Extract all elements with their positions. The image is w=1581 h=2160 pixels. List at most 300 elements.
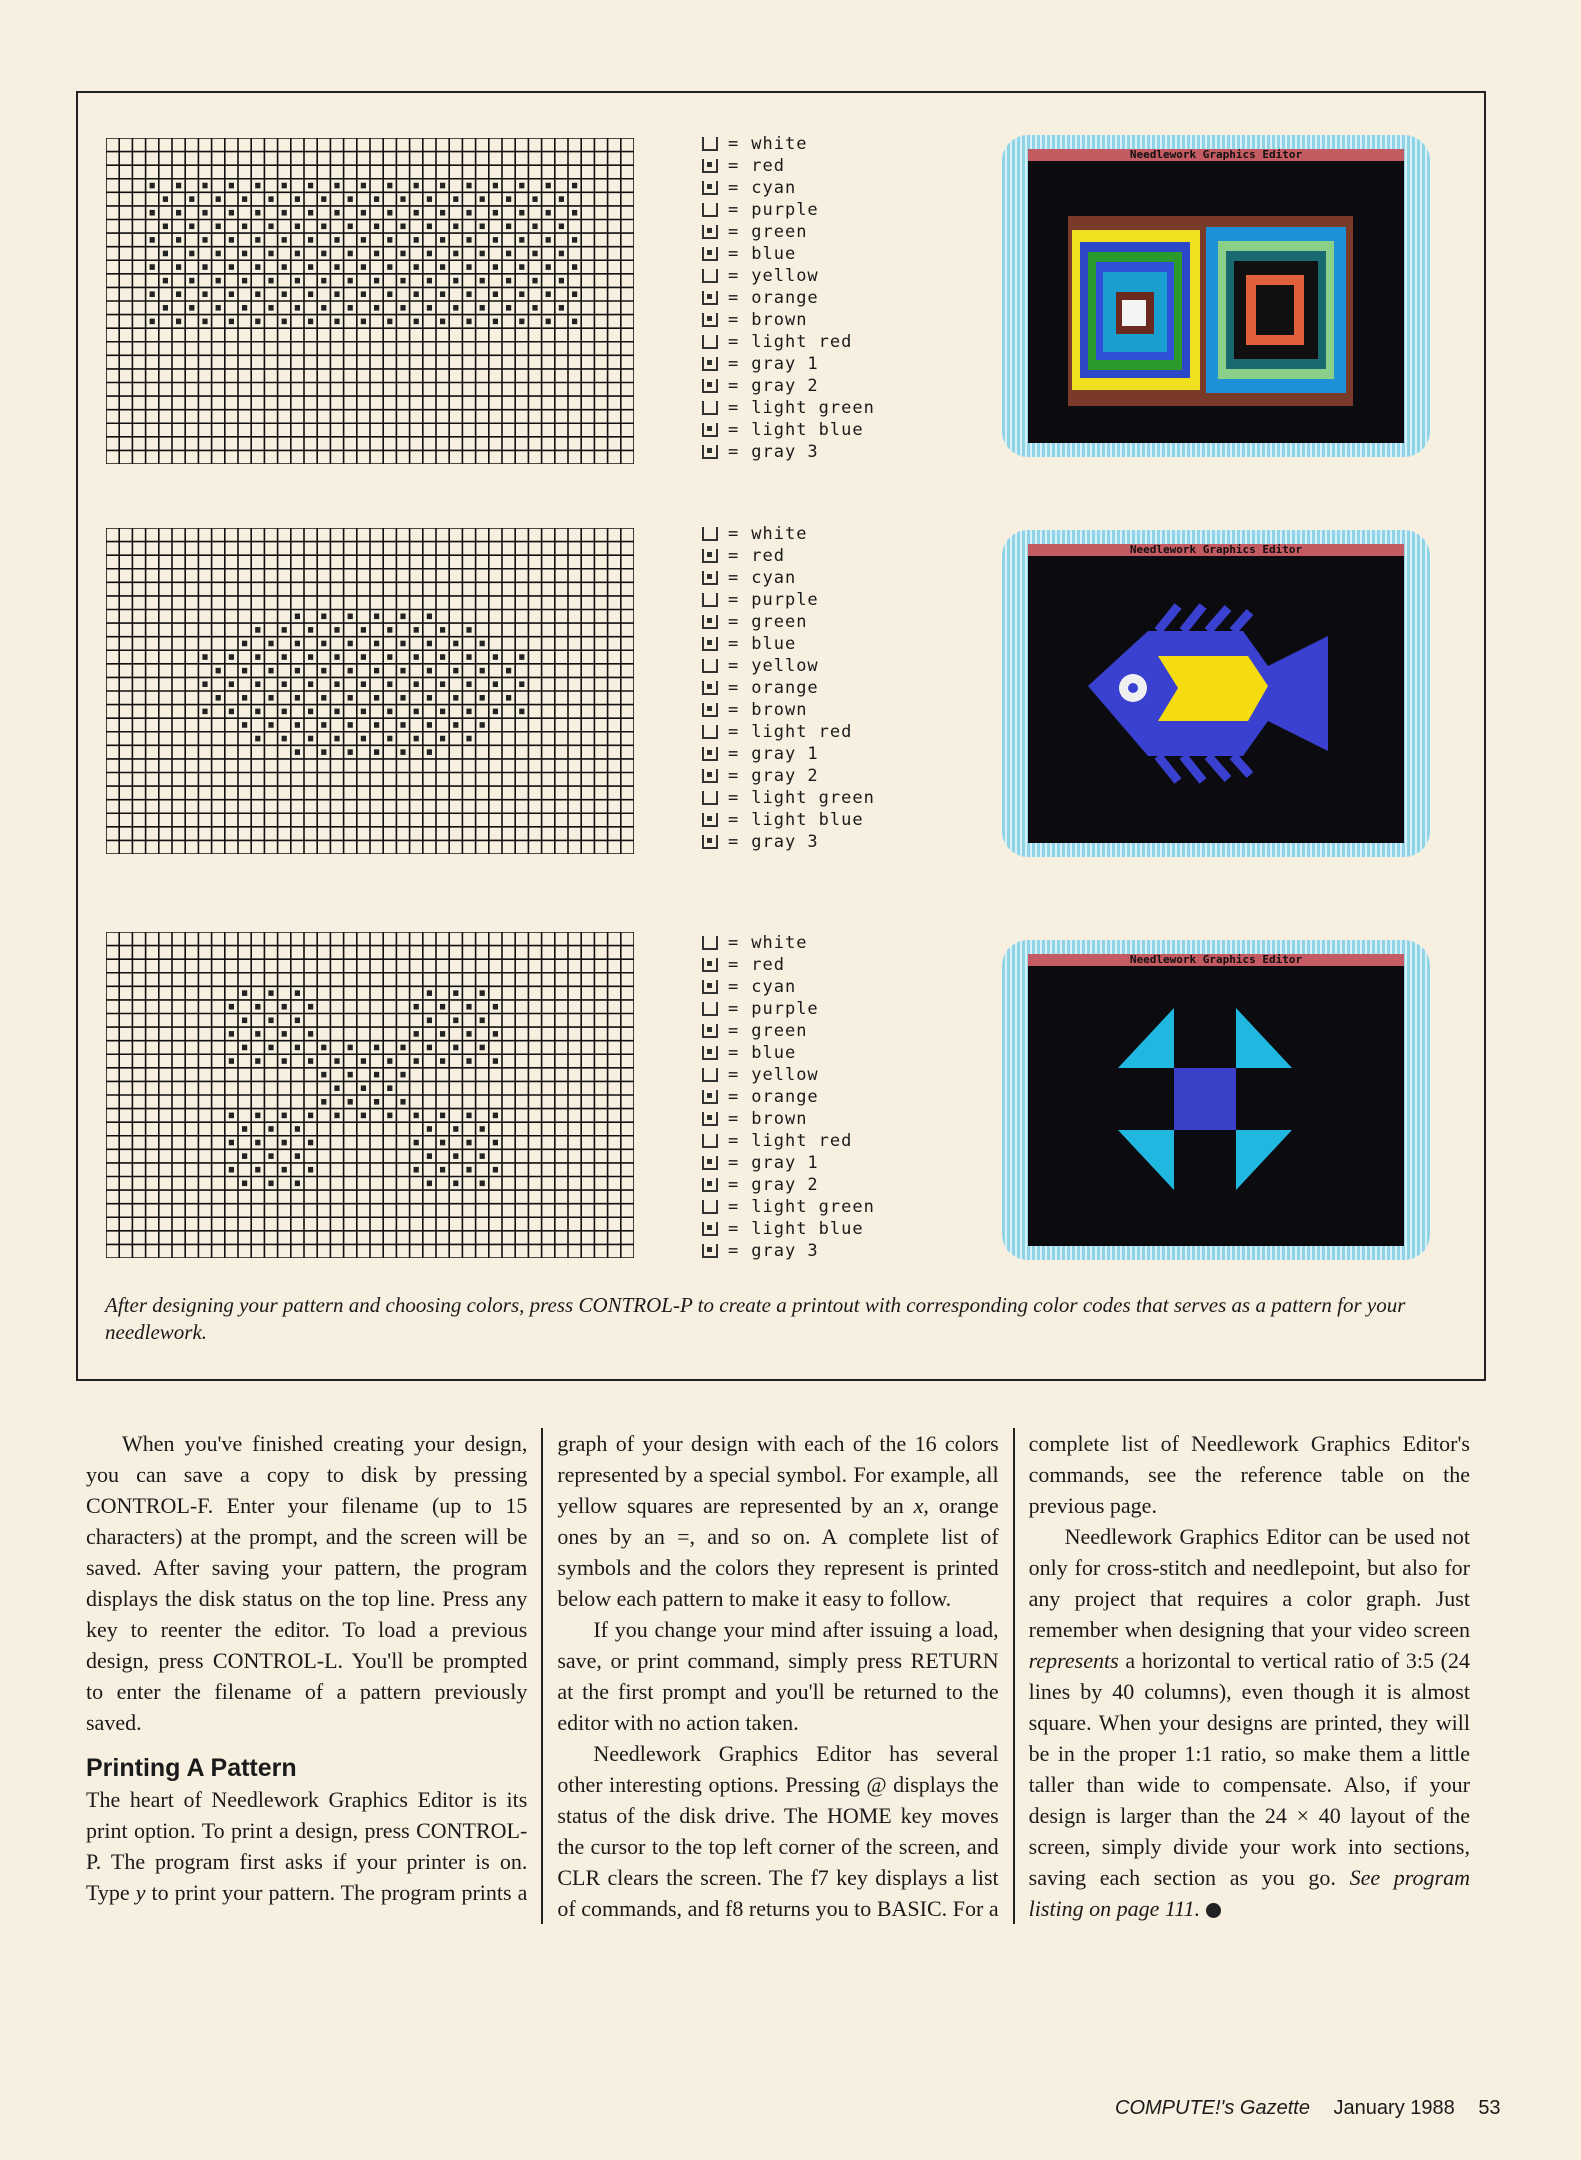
color-code-mark	[295, 305, 300, 311]
color-code-mark	[361, 264, 366, 270]
color-code-mark	[493, 237, 498, 243]
color-code-mark	[453, 1153, 458, 1159]
color-code-mark	[466, 1113, 471, 1119]
color-code-mark	[466, 736, 471, 742]
legend-entry	[702, 611, 875, 633]
color-code-mark	[414, 264, 419, 270]
color-code-mark	[400, 614, 405, 620]
screen-title-bar: Needlework Graphics Editor	[1028, 954, 1404, 966]
legend-color-name: blue	[751, 244, 797, 264]
color-code-mark	[282, 210, 287, 216]
color-code-mark	[414, 1113, 419, 1119]
triple-bar-symbol-icon	[702, 313, 718, 327]
color-code-mark	[348, 196, 353, 202]
color-code-mark	[308, 319, 313, 325]
color-code-mark	[334, 736, 339, 742]
legend-color-name: cyan	[751, 977, 797, 997]
end-of-article-icon	[1206, 1903, 1221, 1918]
color-code-mark	[440, 183, 445, 189]
legend-entry	[702, 1196, 875, 1218]
color-code-mark	[400, 1045, 405, 1051]
color-code-mark	[295, 196, 300, 202]
color-code-mark	[321, 668, 326, 674]
color-code-mark	[414, 627, 419, 633]
equals-sign: =	[728, 590, 740, 610]
color-code-mark	[427, 695, 432, 701]
color-code-mark	[506, 668, 511, 674]
dot-symbol-icon	[702, 247, 718, 261]
color-code-mark	[453, 278, 458, 284]
legend-color-name: light green	[751, 1197, 875, 1217]
color-code-mark	[414, 183, 419, 189]
color-code-mark	[216, 668, 221, 674]
color-code-mark	[308, 291, 313, 297]
y-symbol-icon	[702, 725, 718, 739]
color-code-mark	[453, 668, 458, 674]
color-code-mark	[387, 183, 392, 189]
color-code-mark	[334, 183, 339, 189]
equals-sign: =	[728, 1153, 740, 1173]
color-code-mark	[282, 183, 287, 189]
legend-entry	[702, 655, 875, 677]
diagonal-symbol-icon	[702, 936, 718, 950]
color-code-mark	[506, 305, 511, 311]
color-code-mark	[255, 1058, 260, 1064]
color-code-mark	[532, 278, 537, 284]
color-code-mark	[348, 749, 353, 755]
legend-color-name: gray 3	[751, 1241, 819, 1261]
color-code-mark	[334, 237, 339, 243]
color-code-mark	[308, 627, 313, 633]
color-code-mark	[295, 224, 300, 230]
color-code-mark	[295, 251, 300, 257]
color-code-mark	[453, 695, 458, 701]
color-code-mark	[427, 614, 432, 620]
legend-entry	[702, 1218, 875, 1240]
color-code-mark	[414, 210, 419, 216]
color-code-mark	[506, 278, 511, 284]
color-code-mark	[493, 681, 498, 687]
color-code-mark	[414, 1004, 419, 1010]
color-code-mark	[163, 251, 168, 257]
y-symbol-icon	[702, 1134, 718, 1148]
legend-entry	[702, 1174, 875, 1196]
color-code-mark	[387, 1058, 392, 1064]
color-code-mark	[387, 736, 392, 742]
color-code-mark	[400, 641, 405, 647]
legend-entry	[702, 1108, 875, 1130]
box-symbol-icon	[702, 615, 718, 629]
equals-sign: =	[728, 722, 740, 742]
color-code-mark	[229, 319, 234, 325]
color-code-mark	[374, 1045, 379, 1051]
legend-entry	[702, 743, 875, 765]
color-code-mark	[440, 1113, 445, 1119]
color-code-mark	[466, 183, 471, 189]
color-code-mark	[466, 709, 471, 715]
legend-color-name: yellow	[751, 656, 819, 676]
color-code-mark	[414, 736, 419, 742]
color-code-mark	[321, 614, 326, 620]
color-code-mark	[268, 668, 273, 674]
color-code-mark	[295, 990, 300, 996]
color-code-mark	[334, 1085, 339, 1091]
legend-entry	[702, 287, 875, 309]
color-code-mark	[255, 681, 260, 687]
screen-title-bar: Needlework Graphics Editor	[1028, 149, 1404, 161]
color-code-mark	[268, 224, 273, 230]
color-code-mark	[546, 319, 551, 325]
diagonal-symbol-icon	[702, 137, 718, 151]
color-code-mark	[361, 736, 366, 742]
section-heading: Printing A Pattern	[86, 1754, 297, 1782]
equals-sign: =	[728, 266, 740, 286]
legend-color-name: blue	[751, 634, 797, 654]
dot-symbol-icon	[702, 637, 718, 651]
color-code-mark	[440, 736, 445, 742]
equals-symbol-icon	[702, 1090, 718, 1104]
color-code-mark	[321, 305, 326, 311]
color-code-mark	[348, 641, 353, 647]
screen-photo-quilt-block	[1002, 940, 1430, 1260]
color-code-mark	[493, 709, 498, 715]
legend-entry	[702, 1020, 875, 1042]
color-code-mark	[282, 1004, 287, 1010]
legend-entry	[702, 976, 875, 998]
color-legend	[702, 133, 875, 463]
text-run: The heart of Needlework Graphics Editor is its print option. To print a design, press CONTROL-P. The program first asks if your printer is on. Type	[86, 1787, 528, 1905]
color-code-mark	[282, 264, 287, 270]
equals-sign: =	[728, 1175, 740, 1195]
box-symbol-icon	[702, 1024, 718, 1038]
color-code-mark	[440, 264, 445, 270]
squares-design	[1028, 161, 1404, 443]
legend-entry	[702, 397, 875, 419]
legend-color-name: white	[751, 134, 808, 154]
x-symbol-icon	[702, 1068, 718, 1082]
color-code-mark	[480, 695, 485, 701]
color-code-mark	[163, 224, 168, 230]
color-code-mark	[255, 237, 260, 243]
text-run-italic: x	[913, 1493, 924, 1518]
color-code-mark	[282, 1031, 287, 1037]
color-code-mark	[308, 264, 313, 270]
text-run: Needlework Graphics Editor can be used not only for cross-stitch and needlepoint, but also for any project that requires a color graph. Just remember when designing that your video screen	[1028, 1524, 1470, 1642]
equals-sign: =	[728, 832, 740, 852]
color-code-mark	[414, 681, 419, 687]
color-code-mark	[519, 291, 524, 297]
equals-sign: =	[728, 612, 740, 632]
legend-entry	[702, 155, 875, 177]
color-code-mark	[255, 264, 260, 270]
legend-entry	[702, 133, 875, 155]
legend-color-name: purple	[751, 200, 819, 220]
legend-entry	[702, 177, 875, 199]
legend-color-name: light blue	[751, 1219, 864, 1239]
color-code-mark	[427, 1045, 432, 1051]
color-code-mark	[242, 722, 247, 728]
small-dot-symbol-icon	[702, 769, 718, 783]
color-code-mark	[321, 1072, 326, 1078]
color-code-mark	[176, 291, 181, 297]
legend-entry	[702, 1240, 875, 1262]
color-code-mark	[202, 709, 207, 715]
legend-entry	[702, 221, 875, 243]
color-code-mark	[334, 291, 339, 297]
color-code-mark	[414, 237, 419, 243]
color-code-mark	[532, 224, 537, 230]
equals-sign: =	[728, 1241, 740, 1261]
dash-symbol-icon	[702, 203, 718, 217]
color-code-mark	[295, 278, 300, 284]
equals-sign: =	[728, 568, 740, 588]
color-code-mark	[440, 237, 445, 243]
color-code-mark	[189, 305, 194, 311]
color-code-mark	[176, 237, 181, 243]
color-code-mark	[295, 1153, 300, 1159]
color-code-mark	[295, 641, 300, 647]
a-symbol-icon	[702, 357, 718, 371]
color-code-mark	[493, 264, 498, 270]
equals-sign: =	[728, 977, 740, 997]
legend-entry	[702, 375, 875, 397]
color-code-mark	[189, 224, 194, 230]
color-code-mark	[308, 1140, 313, 1146]
color-code-mark	[572, 291, 577, 297]
color-code-mark	[308, 237, 313, 243]
color-code-mark	[374, 251, 379, 257]
color-code-mark	[440, 291, 445, 297]
legend-entry	[702, 523, 875, 545]
equals-sign: =	[728, 354, 740, 374]
color-code-mark	[466, 210, 471, 216]
equals-sign: =	[728, 955, 740, 975]
color-code-mark	[414, 319, 419, 325]
color-code-mark	[242, 1181, 247, 1187]
color-code-mark	[374, 614, 379, 620]
color-code-mark	[321, 224, 326, 230]
color-code-mark	[440, 1140, 445, 1146]
y-symbol-icon	[702, 335, 718, 349]
color-code-mark	[427, 749, 432, 755]
color-legend	[702, 523, 875, 853]
text-run: a horizontal to vertical ratio of 3:5 (24 lines by 40 columns), even though it is almost square. When your designs are printed, they will be in the proper 1:1 ratio, so make them a little taller than wide to compensate. Also, if your design is larger than the 24 × 40 layout of the screen, simply divide your work into sections, saving each section as you go.	[1028, 1648, 1470, 1890]
color-code-mark	[453, 224, 458, 230]
color-code-mark	[453, 1045, 458, 1051]
color-code-mark	[308, 1113, 313, 1119]
color-code-mark	[440, 210, 445, 216]
color-code-mark	[414, 709, 419, 715]
legend-entry	[702, 1152, 875, 1174]
color-code-mark	[466, 654, 471, 660]
legend-color-name: green	[751, 612, 808, 632]
equals-sign: =	[728, 178, 740, 198]
legend-entry	[702, 721, 875, 743]
legend-entry	[702, 353, 875, 375]
color-code-mark	[480, 641, 485, 647]
legend-entry	[702, 589, 875, 611]
color-code-mark	[268, 305, 273, 311]
diagonal-reverse-symbol-icon	[702, 958, 718, 972]
legend-color-name: light red	[751, 1131, 853, 1151]
color-code-mark	[493, 183, 498, 189]
legend-color-name: gray 2	[751, 1175, 819, 1195]
color-code-mark	[282, 627, 287, 633]
color-code-mark	[321, 641, 326, 647]
color-code-mark	[176, 319, 181, 325]
color-code-mark	[466, 319, 471, 325]
equals-sign: =	[728, 420, 740, 440]
small-dot-symbol-icon	[702, 1178, 718, 1192]
color-code-mark	[361, 1113, 366, 1119]
legend-entry	[702, 441, 875, 463]
color-code-mark	[189, 196, 194, 202]
color-code-mark	[282, 1113, 287, 1119]
equals-sign: =	[728, 442, 740, 462]
color-code-mark	[387, 681, 392, 687]
color-code-mark	[176, 210, 181, 216]
circle-symbol-icon	[702, 423, 718, 437]
color-code-mark	[229, 183, 234, 189]
color-code-mark	[387, 1085, 392, 1091]
color-code-mark	[348, 251, 353, 257]
color-code-mark	[559, 224, 564, 230]
color-code-mark	[202, 319, 207, 325]
color-code-mark	[387, 210, 392, 216]
color-code-mark	[440, 1031, 445, 1037]
color-code-mark	[202, 183, 207, 189]
color-code-mark	[414, 1058, 419, 1064]
color-code-mark	[189, 251, 194, 257]
color-code-mark	[242, 224, 247, 230]
color-code-mark	[308, 709, 313, 715]
color-code-mark	[334, 319, 339, 325]
color-code-mark	[440, 319, 445, 325]
color-code-mark	[414, 1031, 419, 1037]
color-code-mark	[216, 251, 221, 257]
color-code-mark	[268, 990, 273, 996]
legend-color-name: gray 1	[751, 744, 819, 764]
color-code-mark	[334, 1113, 339, 1119]
color-code-mark	[216, 695, 221, 701]
publication-name: COMPUTE!'s Gazette	[1115, 2097, 1310, 2119]
color-code-mark	[229, 681, 234, 687]
color-code-mark	[427, 722, 432, 728]
filled-box-symbol-icon	[702, 401, 718, 415]
color-code-mark	[202, 237, 207, 243]
color-code-mark	[466, 1140, 471, 1146]
legend-color-name: gray 3	[751, 442, 819, 462]
color-code-mark	[493, 1113, 498, 1119]
color-code-mark	[295, 668, 300, 674]
color-code-mark	[334, 1058, 339, 1064]
color-code-mark	[414, 654, 419, 660]
legend-entry	[702, 265, 875, 287]
color-code-mark	[480, 1018, 485, 1024]
color-code-mark	[519, 237, 524, 243]
color-code-mark	[440, 1167, 445, 1173]
color-code-mark	[361, 237, 366, 243]
color-code-mark	[532, 251, 537, 257]
color-code-mark	[546, 237, 551, 243]
paragraph	[1029, 1521, 1470, 1924]
dot-symbol-icon	[702, 1046, 718, 1060]
color-code-mark	[427, 196, 432, 202]
color-code-mark	[400, 251, 405, 257]
color-code-mark	[229, 1058, 234, 1064]
color-code-mark	[519, 319, 524, 325]
color-code-mark	[506, 224, 511, 230]
legend-color-name: gray 1	[751, 1153, 819, 1173]
color-code-mark	[295, 1181, 300, 1187]
color-code-mark	[229, 1167, 234, 1173]
color-code-mark	[321, 251, 326, 257]
bar-symbol-icon	[702, 181, 718, 195]
dash-symbol-icon	[702, 1002, 718, 1016]
color-code-mark	[374, 668, 379, 674]
text-run-italic: represents	[1028, 1648, 1119, 1673]
color-code-mark	[493, 319, 498, 325]
color-code-mark	[361, 1085, 366, 1091]
color-code-mark	[440, 681, 445, 687]
color-code-mark	[202, 681, 207, 687]
color-code-mark	[387, 1113, 392, 1119]
color-code-mark	[453, 196, 458, 202]
color-code-mark	[493, 210, 498, 216]
bar-symbol-icon	[702, 571, 718, 585]
color-code-mark	[480, 224, 485, 230]
legend-entry	[702, 1086, 875, 1108]
triple-bar-symbol-icon	[702, 1112, 718, 1126]
color-code-mark	[466, 627, 471, 633]
color-code-mark	[440, 1004, 445, 1010]
color-code-mark	[268, 196, 273, 202]
color-code-mark	[572, 210, 577, 216]
color-code-mark	[466, 1058, 471, 1064]
color-code-mark	[242, 278, 247, 284]
equals-sign: =	[728, 744, 740, 764]
equals-sign: =	[728, 788, 740, 808]
text-run-italic: y	[135, 1880, 146, 1905]
color-code-mark	[427, 251, 432, 257]
legend-color-name: light green	[751, 398, 875, 418]
small-dot-symbol-icon	[702, 379, 718, 393]
color-code-mark	[255, 709, 260, 715]
bar-symbol-icon	[702, 980, 718, 994]
color-code-mark	[559, 196, 564, 202]
color-code-mark	[453, 1181, 458, 1187]
color-code-mark	[348, 278, 353, 284]
color-code-mark	[453, 722, 458, 728]
circle-symbol-icon	[702, 813, 718, 827]
legend-entry	[702, 787, 875, 809]
box-symbol-icon	[702, 225, 718, 239]
color-code-mark	[163, 196, 168, 202]
color-code-mark	[242, 1018, 247, 1024]
color-code-mark	[466, 681, 471, 687]
color-code-mark	[229, 1004, 234, 1010]
color-code-mark	[546, 264, 551, 270]
equals-sign: =	[728, 398, 740, 418]
equals-sign: =	[728, 244, 740, 264]
color-code-mark	[282, 1058, 287, 1064]
legend-entry	[702, 419, 875, 441]
x-symbol-icon	[702, 659, 718, 673]
color-code-mark	[427, 278, 432, 284]
color-code-mark	[176, 183, 181, 189]
color-code-mark	[546, 291, 551, 297]
color-code-mark	[242, 990, 247, 996]
